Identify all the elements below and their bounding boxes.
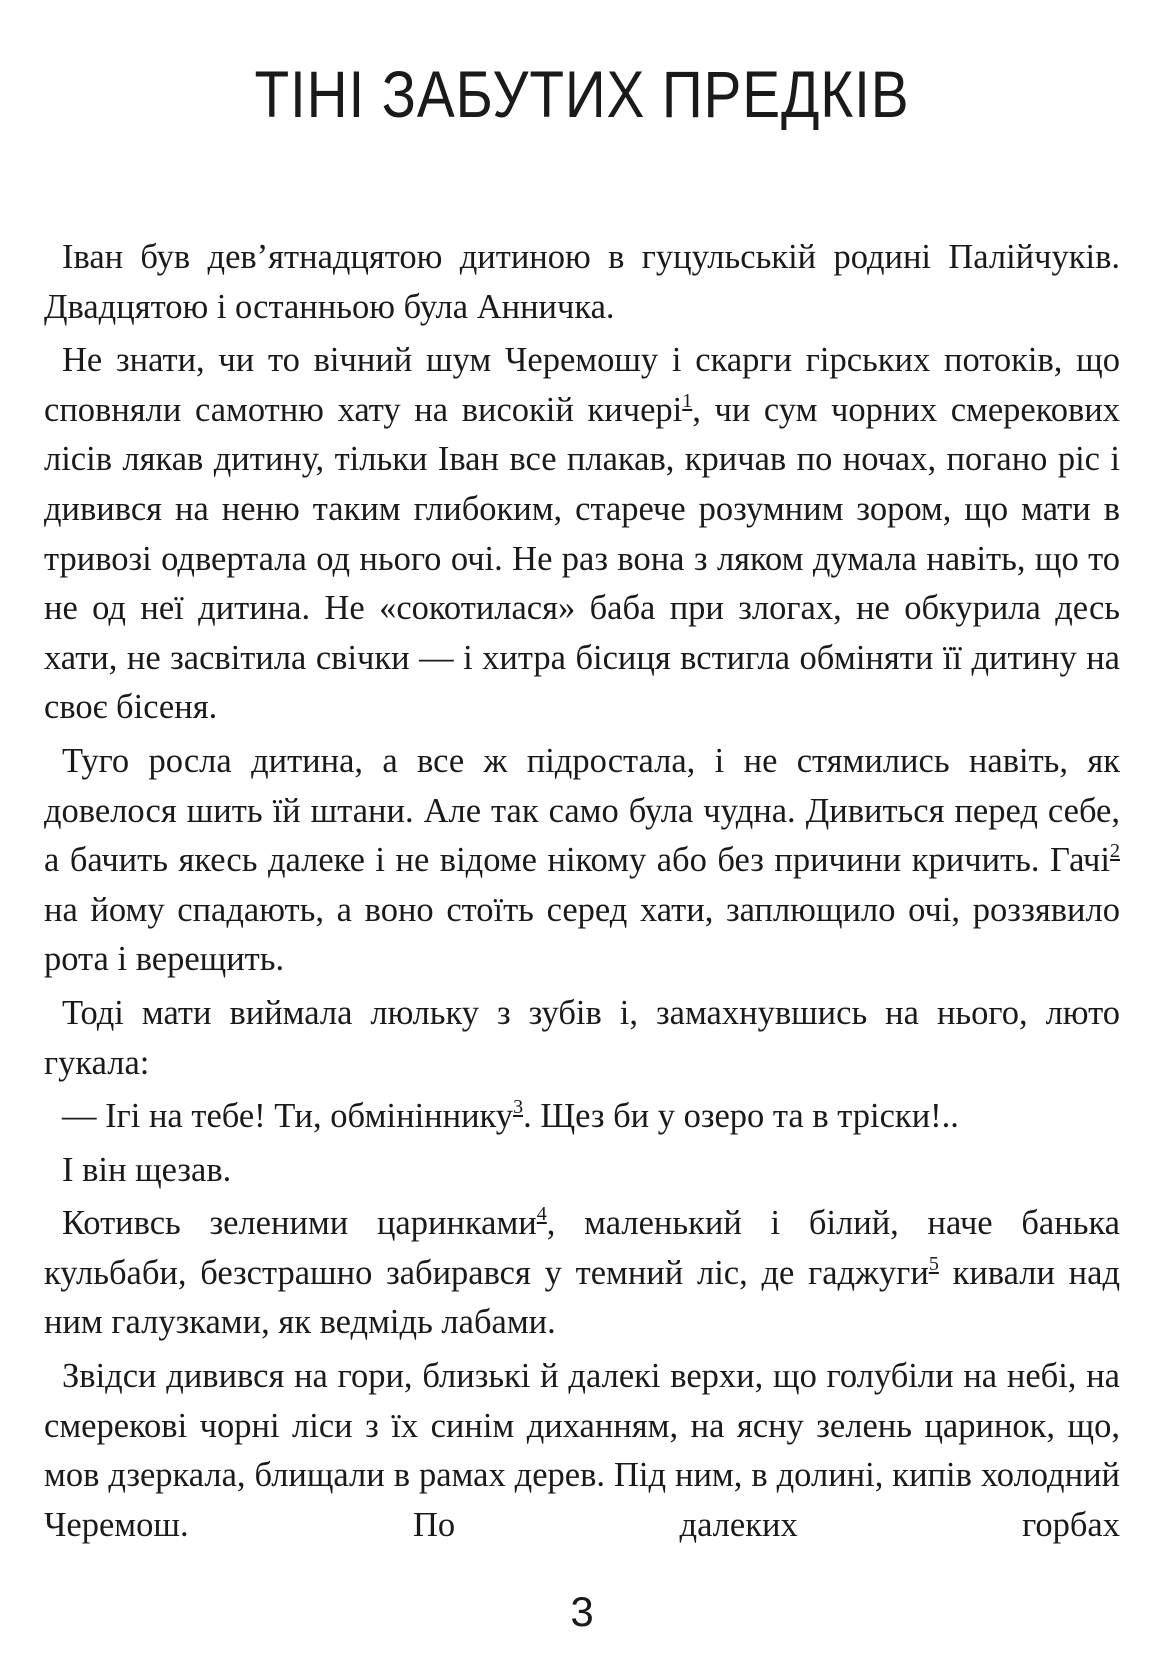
paragraph-text: — Ігі на тебе! Ти, обмініннику xyxy=(62,1097,514,1136)
paragraph xyxy=(44,1199,1120,1348)
paragraph-text: Звідси дивився на гори, близькі й далекі верхи, що голубіли на небі, на смерекові чорні ліси з їх синім диханням, на ясну зелень царинок, що, мов дзеркала, блищали в рамах дерев. Під ним, в долині, кипів холодний Черемош. По далеких горбах xyxy=(44,1357,1120,1544)
paragraph-text: на йому спадають, а воно стоїть серед хати, заплющило очі, роззявило рота і верещить. xyxy=(44,890,1120,979)
paragraph-text: Тоді мати виймала люльку з зубів і, замахнувшись на нього, люто гукала: xyxy=(44,993,1120,1082)
paragraph xyxy=(44,336,1120,733)
paragraph-text: . Щез би у озеро та в тріски!.. xyxy=(523,1097,959,1136)
paragraph xyxy=(44,737,1120,985)
footnote-ref[interactable]: 3 xyxy=(513,1096,524,1119)
paragraph xyxy=(44,1092,1120,1142)
page-number: 3 xyxy=(570,1588,594,1635)
paragraph-text: кивали над ним галузками, як ведмідь лабами. xyxy=(44,1253,1120,1342)
footnote-ref[interactable]: 5 xyxy=(928,1252,939,1275)
paragraph xyxy=(44,1146,1120,1196)
footnote-ref[interactable]: 4 xyxy=(536,1203,547,1226)
paragraph-text: Котивсь зеленими царинками xyxy=(62,1204,537,1243)
body-text xyxy=(44,233,1120,1554)
paragraph-text: І він щезав. xyxy=(62,1150,232,1189)
paragraph-text: Іван був дев’ятнадцятою дитиною в гуцульській родині Палійчуків. Двадцятою і останньою була Анничка. xyxy=(44,238,1120,326)
paragraph xyxy=(44,1352,1120,1550)
paragraph-text: Туго росла дитина, а все ж підростала, і не стямились навіть, як довелося шить їй штани. Але так само була чудна. Дивиться перед себе, а бачить якесь далеке і не відоме нікому або без причини кричить. Гачі xyxy=(44,741,1120,880)
paragraph xyxy=(44,233,1120,332)
chapter-title: ТІНІ ЗАБУТИХ ПРЕДКІВ xyxy=(254,57,910,131)
paragraph-text: , маленький і білий, наче банька кульбаби, безстрашно забирався у темний ліс, де гаджуги xyxy=(44,1204,1120,1292)
paragraph-text: Не знати, чи то вічний шум Черемошу і скарги гірських потоків, що сповняли самотню хату на високій кичері xyxy=(44,341,1120,429)
footnote-ref[interactable]: 1 xyxy=(682,389,693,412)
footnote-ref[interactable]: 2 xyxy=(1110,840,1120,863)
paragraph xyxy=(44,989,1120,1088)
paragraph-text: , чи сум чорних смерекових лісів лякав дитину, тільки Іван все плакав, кричав по ночах, погано ріс і дивився на неню таким глибоким, старече розумним зором, що мати в тривозі одвертала од нього очі. Не раз вона з ляком думала навіть, що то не од неї дитина. Не «сокотилася» баба при злогах, не обкурила десь хати, не засвітила свічки — і хитра бісиця встигла обміняти її дитину на своє бісеня. xyxy=(44,390,1121,727)
